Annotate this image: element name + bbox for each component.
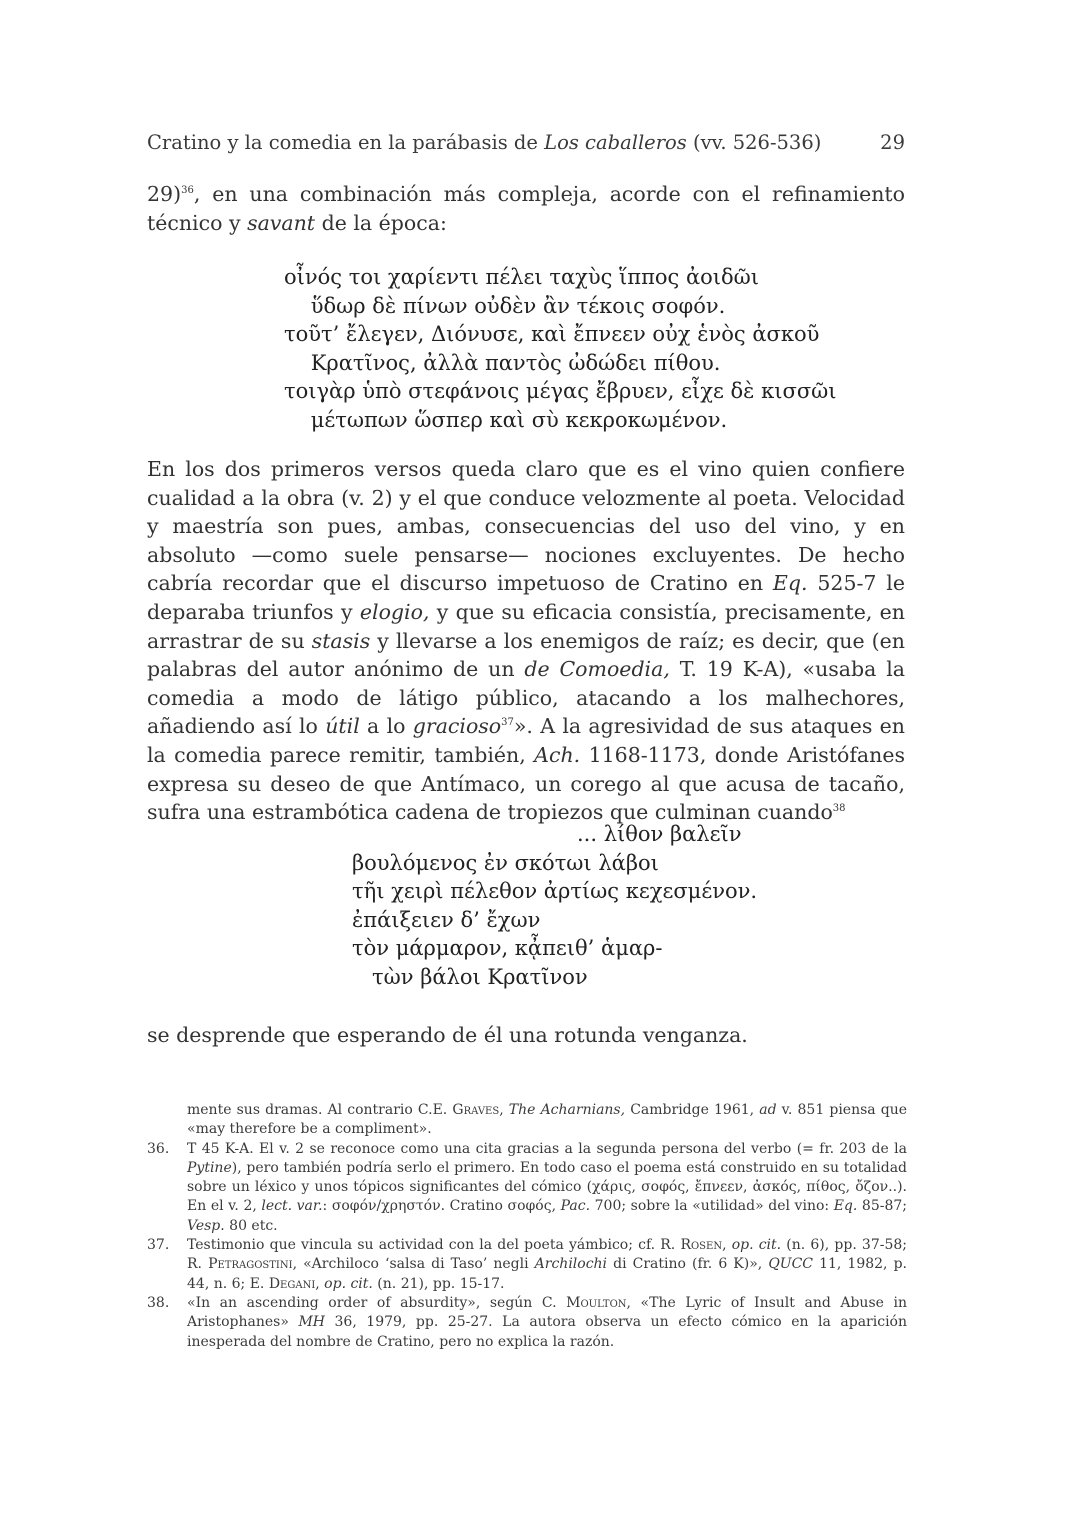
verse-line: ὕδωρ δὲ πίνων οὐδὲν ἂν τέκοις σοφόν. bbox=[284, 293, 726, 318]
footnote-36 bbox=[147, 1140, 907, 1236]
footnote-text: T 45 K-A. El v. 2 se reconoce como una cita gracias a la segunda persona del verbo (= fr. 203 de la Pytine), pero también podría serlo el primero. En todo caso el poema está construido en su totalidad sobre un léxico y unos tópicos significantes del cómico (χάρις, σοφός, ἔπνεεν, ἀσκός, πίθος, ὄζον..). En el v. 2, lect. var.: σοφόν/χρηστόν. Cratino σοφός, Pac. 700; sobre la «utilidad» del vino: Eq. 85-87; Vesp. 80 etc. bbox=[187, 1140, 908, 1234]
paragraph-conclusion: se desprende que esperando de él una rotunda venganza. bbox=[147, 1023, 748, 1047]
greek-verse-block-2 bbox=[352, 820, 757, 992]
footnote-ref-38: 38 bbox=[832, 803, 846, 815]
paragraph-commentary: En los dos primeros versos queda claro que es el vino quien confiere cualidad a la obra (v. 2) y el que conduce velozmente al poeta. Velocidad y maestría son pues, ambas, consecuencias del uso del vino, y en absoluto —como suele pensarse— nociones excluyentes. De hecho cabría recordar que el discurso impetuoso de Cratino en Eq. 525-7 le deparaba triunfos y elogio, y que su eficacia consistía, precisamente, en arrastrar de su stasis y llevarse a los enemigos de raíz; es decir, que (en palabras del autor anónimo de un de Comoedia, T. 19 K-A), «usaba la comedia a modo de látigo público, atacando a los malhechores, añadiendo así lo útil a lo gracioso$^{37}$». A la agresividad de sus ataques en la comedia parece remitir, también, Ach. 1168-1173, donde Aristófanes expresa su deseo de que Antímaco, un corego al que acusa de tacaño, sufra una estrambótica cadena de tropiezos que culminan cuando$^{38}$ bbox=[147, 457, 906, 825]
footnotes bbox=[147, 1101, 907, 1352]
footnote-number: 38. bbox=[147, 1294, 170, 1311]
page-number: 29 bbox=[880, 131, 905, 154]
footnote-text: Testimonio que vincula su actividad con la del poeta yámbico; cf. R. Rosen, op. cit. (n. 6), pp. 37-58; R. Petragostini, «Archiloco ‘salsa di Taso’ negli Archilochi di Cratino (fr. 6 K)», QUCC 11, 1982, p. 44, n. 6; E. Degani, op. cit. (n. 21), pp. 15-17. bbox=[187, 1237, 908, 1292]
greek-verse-block-1 bbox=[284, 263, 837, 435]
footnote-number: 36. bbox=[147, 1140, 170, 1157]
verse-line: ἐπάιξειεν δ’ ἔχων bbox=[352, 907, 541, 932]
footnote-number: 37. bbox=[147, 1237, 170, 1254]
verse-line: οἶνός τοι χαρίεντι πέλει ταχὺς ἵππος ἀοιδῶι bbox=[284, 265, 760, 289]
verse-line: Κρατῖνος, ἀλλὰ παντὸς ὠδώδει πίθου. bbox=[284, 350, 721, 375]
paragraph-intro: 29)$^{36}$, en una combinación más compleja, acorde con el refinamiento técnico y savant de la época: bbox=[147, 182, 905, 235]
verse-line: τοιγὰρ ὑπὸ στεφάνοις μέγας ἔβρυεν, εἶχε δὲ κισσῶι bbox=[284, 379, 837, 404]
running-title: Cratino y la comedia en la parábasis de Los caballeros (vv. 526-536) bbox=[147, 131, 822, 154]
footnote-ref-37: 37 bbox=[501, 717, 514, 729]
verse-line: βουλόμενος ἐν σκότωι λάβοι bbox=[352, 850, 659, 875]
verse-line: τὸν μάρμαρον, κᾆπειθ’ ἁμαρ- bbox=[352, 936, 663, 961]
verse-line: ... λίθον βαλεῖν bbox=[577, 822, 742, 846]
verse-line: τοῦτ’ ἔλεγεν, Διόνυσε, καὶ ἔπνεεν οὐχ ἑνὸς ἀσκοῦ bbox=[284, 322, 820, 347]
verse-line: τὼν βάλοι Κρατῖνον bbox=[352, 964, 588, 989]
verse-line: τῆι χειρὶ πέλεθον ἀρτίως κεχεσμένον. bbox=[352, 879, 758, 904]
verse-line: μέτωπων ὥσπερ καὶ σὺ κεκροκωμένον. bbox=[284, 407, 728, 432]
footnote-37 bbox=[147, 1236, 907, 1294]
footnote-text: «In an ascending order of absurdity», según C. Moulton, «The Lyric of Insult and Abuse in Aristophanes» MH 36, 1979, pp. 25-27. La autora observa un efecto cómico en la aparición inesperada del nombre de Cratino, pero no explica la razón. bbox=[187, 1294, 907, 1350]
footnote-continuation: mente sus dramas. Al contrario C.E. Graves, The Acharnians, Cambridge 1961, ad v. 851 piensa que «may therefore be a compliment». bbox=[187, 1102, 908, 1138]
footnote-38 bbox=[147, 1294, 907, 1352]
footnote-ref-36: 36 bbox=[181, 185, 194, 197]
running-header bbox=[147, 131, 905, 154]
